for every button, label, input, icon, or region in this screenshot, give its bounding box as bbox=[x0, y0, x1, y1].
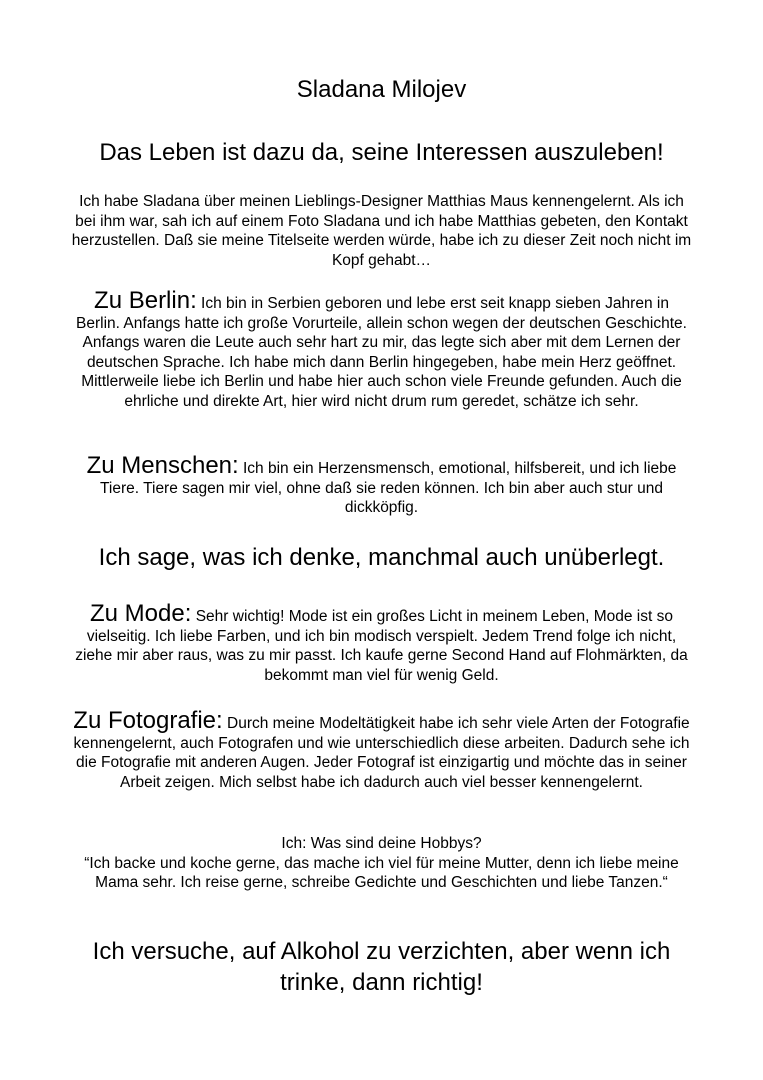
article-headline: Das Leben ist dazu da, seine Interessen auszuleben! bbox=[99, 139, 664, 166]
section-berlin bbox=[70, 287, 693, 411]
section-label-berlin: Zu Berlin: bbox=[94, 287, 197, 314]
section-label-fotografie: Zu Fotografie: bbox=[73, 707, 223, 734]
section-text-menschen: Ich bin ein Herzensmensch, emotional, hilfsbereit, und ich liebe Tiere. Tiere sagen mir viel, ohne daß sie reden können. Ich bin aber auch stur und dickköpfig. bbox=[100, 460, 677, 516]
intro-paragraph: Ich habe Sladana über meinen Lieblings-Designer Matthias Maus kennengelernt. Als ich bei ihm war, sah ich auf einem Foto Sladana und ich habe Matthias gebeten, den Kontakt herzustellen. Daß sie meine Titelseite werden würde, habe ich zu dieser Zeit noch nicht im Kopf gehabt… bbox=[71, 193, 692, 269]
person-name: Sladana Milojev bbox=[296, 76, 467, 103]
qa-block bbox=[70, 834, 693, 893]
pull-quote-2: Ich versuche, auf Alkohol zu verzichten, aber wenn ich trinke, dann richtig! bbox=[92, 938, 671, 996]
section-label-menschen: Zu Menschen: bbox=[86, 452, 239, 479]
section-mode bbox=[70, 600, 693, 685]
section-menschen bbox=[70, 452, 693, 518]
section-text-mode: Sehr wichtig! Mode ist ein großes Licht in meinem Leben, Mode ist so vielseitig. Ich liebe Farben, und ich bin modisch verspielt. Jedem Trend folge ich nicht, ziehe mir aber raus, was zu mir passt. Ich kaufe gerne Second Hand auf Flohmärkten, da bekommt man viel für wenig Geld. bbox=[75, 608, 688, 684]
qa-question: Ich: Was sind deine Hobbys? bbox=[281, 835, 482, 852]
section-label-mode: Zu Mode: bbox=[90, 600, 192, 627]
section-text-fotografie: Durch meine Modeltätigkeit habe ich sehr viele Arten der Fotografie kennengelernt, auch Fotografen und wie unterschiedlich diese arbeiten. Dadurch sehe ich die Fotografie mit anderen Augen. Jeder Fotograf ist einzigartig und möchte das in seiner Arbeit zeigen. Mich selbst habe ich dadurch auch viel besser kennengelernt. bbox=[73, 715, 690, 791]
section-fotografie bbox=[70, 707, 693, 792]
pull-quote-1: Ich sage, was ich denke, manchmal auch unüberlegt. bbox=[98, 544, 665, 571]
qa-answer: “Ich backe und koche gerne, das mache ich viel für meine Mutter, denn ich liebe meine Mama sehr. Ich reise gerne, schreibe Gedichte und Geschichten und liebe Tanzen.“ bbox=[84, 854, 679, 891]
section-text-berlin: Ich bin in Serbien geboren und lebe erst seit knapp sieben Jahren in Berlin. Anfangs hatte ich große Vorurteile, allein schon wegen der deutschen Geschichte. Anfangs waren die Leute auch sehr hart zu mir, das legte sich aber mit dem Lernen der deutschen Sprache. Ich habe mich dann Berlin hingegeben, habe mein Herz geöffnet. Mittlerweile liebe ich Berlin und habe hier auch schon viele Freunde gefunden. Auch die ehrliche und direkte Art, hier wird nicht drum rum geredet, schätze ich sehr. bbox=[76, 295, 687, 410]
